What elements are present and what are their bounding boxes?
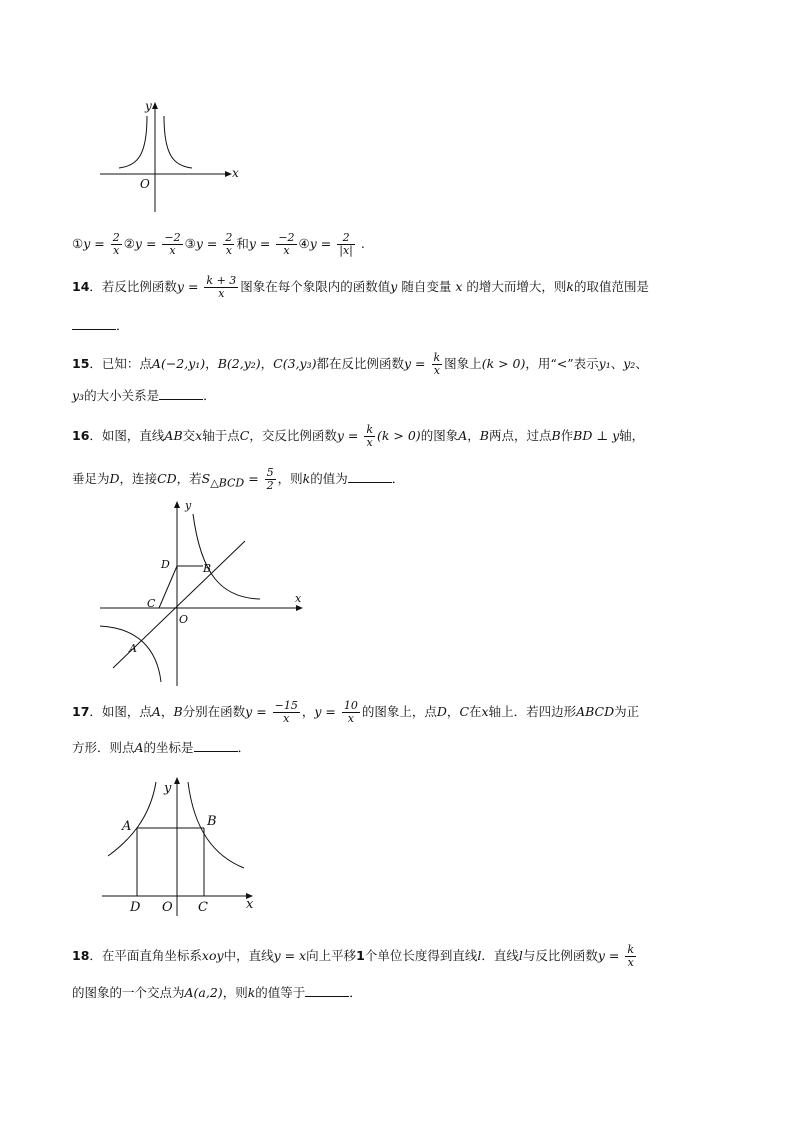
figure-16 <box>95 496 310 691</box>
and-word: 和 <box>236 236 249 251</box>
question-16: 16．如图，直线AB交x轴于点C，交反比例函数y = $\frac{k}{x}$ (k > 0)的图象A，B两点，过点B作BD ⊥ y轴， <box>72 423 645 449</box>
equals: = <box>90 236 109 251</box>
y-axis-arrow <box>174 501 180 508</box>
option-3-marker: ③ <box>184 236 196 251</box>
x-axis-label: x <box>232 166 239 180</box>
fraction: $\frac{k}{x}$ <box>627 943 635 969</box>
y-axis-label: y <box>164 781 172 796</box>
answer-blank[interactable] <box>159 386 203 400</box>
point-c-label: C <box>198 900 208 915</box>
x-axis-arrow <box>225 171 232 177</box>
point-a-label: A <box>129 642 137 655</box>
fraction: $\frac{k + 3}{x}$ <box>206 274 237 300</box>
question-15-cont: y₃的大小关系是 ． <box>72 388 216 403</box>
hyperbola-branch-q1 <box>193 514 260 599</box>
figure-reciprocal-abs-graph <box>95 98 245 216</box>
answer-blank[interactable] <box>305 983 349 997</box>
fraction: $\frac{-2}{x}$ <box>164 231 181 257</box>
equals: = <box>255 236 275 251</box>
var-y: y <box>248 236 256 251</box>
fraction: $\frac{2}{x}$ <box>112 231 120 257</box>
y-axis-label: y <box>185 499 192 512</box>
question-18: 18．在平面直角坐标系xoy中，直线y = x向上平移1个单位长度得到直线l．直线l与反比例函数y = $\frac{k}{x}$ <box>72 943 635 969</box>
period: . <box>356 236 365 251</box>
x-axis-label: x <box>295 592 302 605</box>
y-axis-label: y <box>145 99 152 113</box>
fraction: $\frac{5}{2}$ <box>266 466 274 492</box>
y-axis-arrow <box>174 777 180 784</box>
question-18-cont: 的图象的一个交点为A(a,2)，则k的值等于 ． <box>72 985 362 1000</box>
figure-17 <box>100 770 270 918</box>
var-y: y <box>195 236 203 251</box>
x-axis-arrow <box>296 605 303 611</box>
origin-label: O <box>179 613 189 626</box>
answer-blank[interactable] <box>72 316 116 330</box>
var-y: y <box>134 236 142 251</box>
question-number: 16 <box>72 428 90 443</box>
point-d-label: D <box>130 900 141 915</box>
question-14-answer: ． <box>72 316 129 336</box>
origin-label: O <box>140 177 150 191</box>
x-axis-label: x <box>246 897 254 912</box>
equals: = <box>141 236 161 251</box>
left-branch-curve <box>119 116 147 168</box>
fraction: $\frac{k}{x}$ <box>366 423 373 449</box>
var-y: y <box>83 236 91 251</box>
options-line <box>72 232 365 257</box>
question-number: 14 <box>72 279 90 294</box>
equals: = <box>316 236 336 251</box>
answer-blank[interactable] <box>194 738 238 752</box>
point-d-label: D <box>161 558 170 571</box>
option-2-marker: ② <box>123 236 135 251</box>
question-number: 17 <box>72 704 90 719</box>
option-1-marker: ① <box>72 236 84 251</box>
option-4-marker: ④ <box>298 236 310 251</box>
fraction: $\frac{10}{x}$ <box>343 699 358 725</box>
point-a-label: A <box>122 819 132 834</box>
fraction: $\frac{-15}{x}$ <box>274 699 298 725</box>
question-number: 15 <box>72 356 90 371</box>
segment-cd <box>159 566 177 608</box>
question-15: 15．已知：点A(−2,y₁)，B(2,y₂)，C(3,y₃)都在反比例函数y = $\frac{k}{x}$ 图象上(k > 0)，用“<”表示y₁、y₂、 <box>72 351 648 377</box>
point-c-label: C <box>147 597 156 610</box>
question-17-cont: 方形．则点A的坐标是 ． <box>72 740 251 755</box>
curve-negative <box>108 782 156 856</box>
point-b-label: B <box>207 814 217 829</box>
right-branch-curve <box>164 116 192 168</box>
origin-label: O <box>162 900 173 915</box>
var-y: y <box>309 236 317 251</box>
fraction: $\frac{2}{x}$ <box>225 231 233 257</box>
question-14: 14．若反比例函数y = $\frac{k + 3}{x}$ 图象在每个象限内的函数值y 随自变量 x 的增大而增大，则k的取值范围是 <box>72 274 649 300</box>
point-b-label: B <box>203 562 212 575</box>
fraction: $\frac{-2}{x}$ <box>278 231 295 257</box>
answer-blank[interactable] <box>348 469 392 483</box>
question-16-cont: 垂足为D，连接CD，若$S_{\triangle BCD}$ = $\frac{5}{2}$ ，则k的值为 ． <box>72 466 405 492</box>
equals: = <box>202 236 222 251</box>
question-number: 18 <box>72 948 90 963</box>
y-axis-arrow <box>152 102 158 109</box>
question-17: 17．如图，点A，B分别在函数y = $\frac{-15}{x}$ ，y = $\frac{10}{x}$ 的图象上，点D，C在x轴上．若四边形ABCD为正 <box>72 699 640 725</box>
fraction: $\frac{2}{|x|}$ <box>339 231 353 257</box>
fraction: $\frac{k}{x}$ <box>433 351 441 377</box>
